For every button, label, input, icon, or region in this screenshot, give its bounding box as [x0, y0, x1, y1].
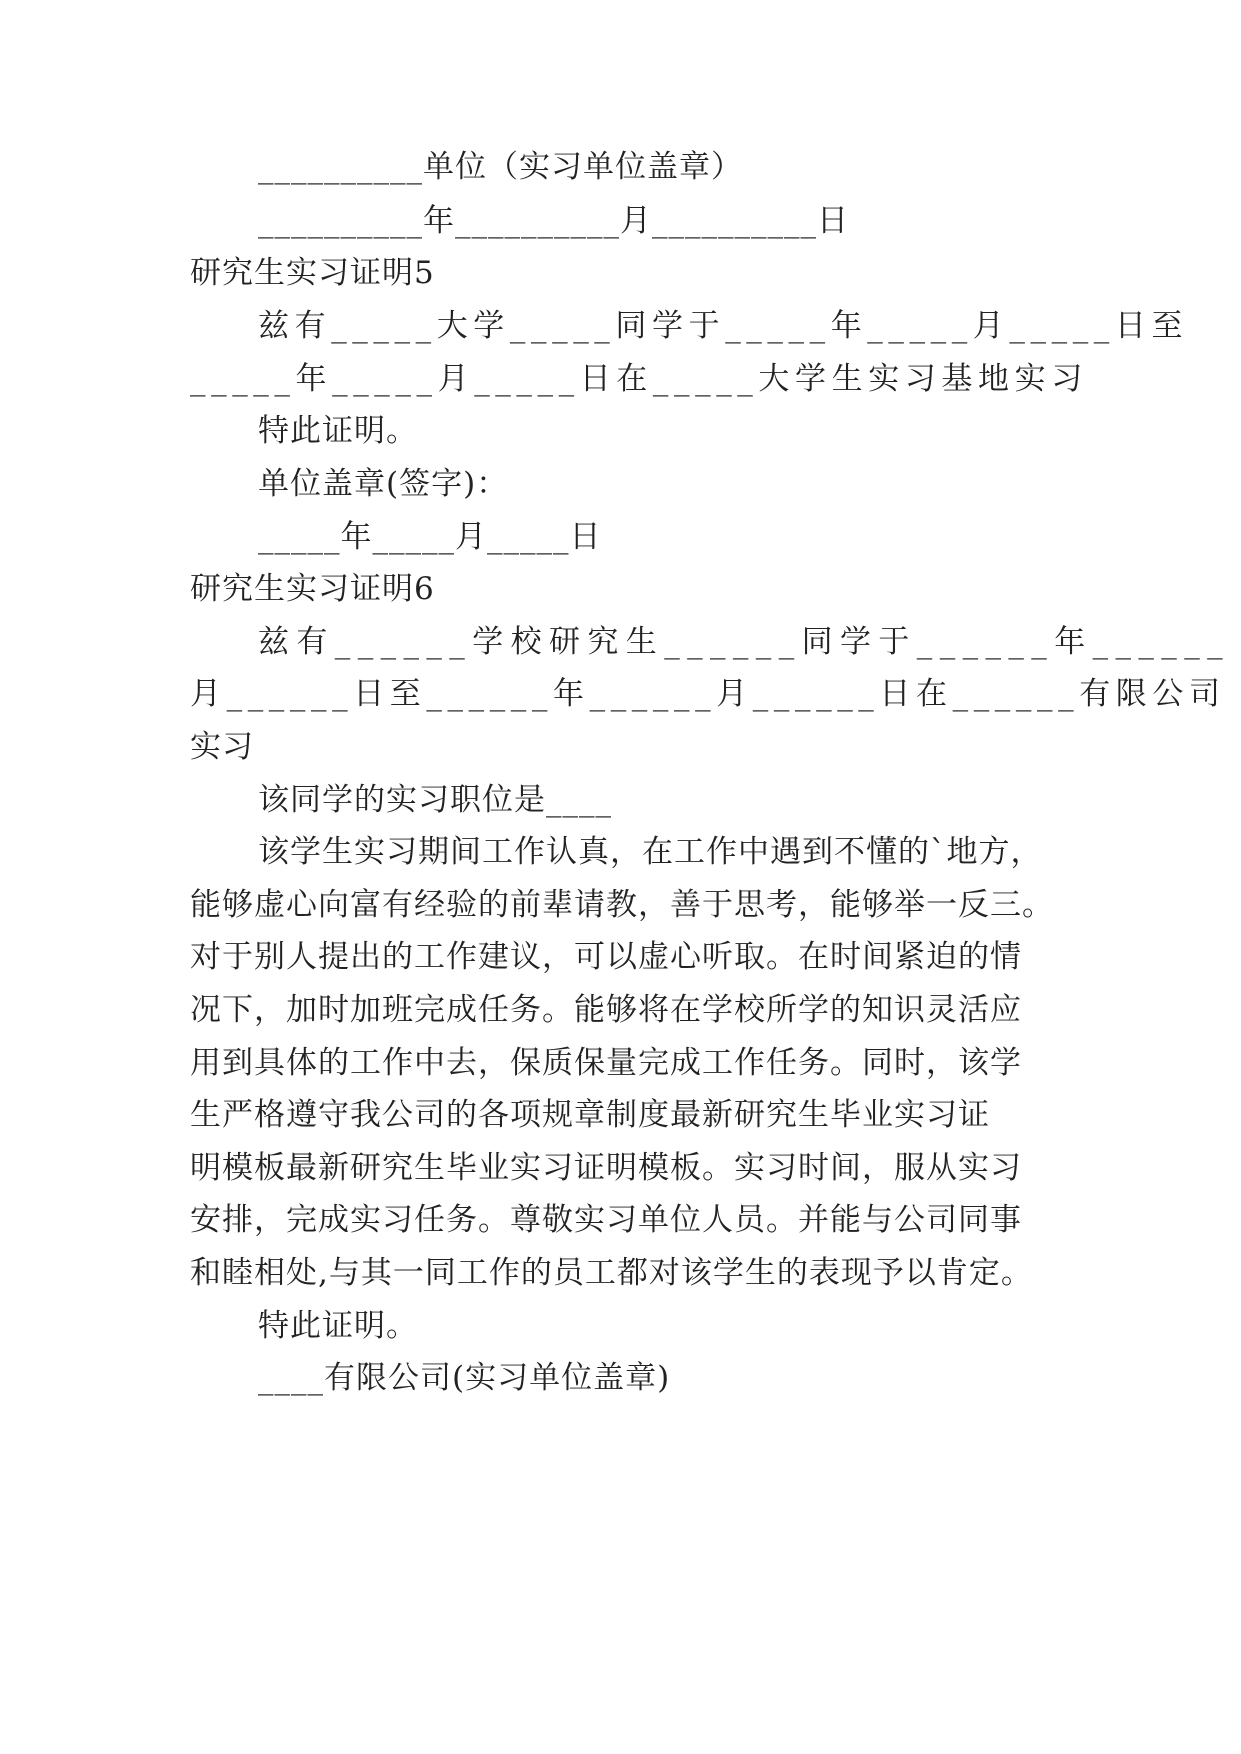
paragraph-line: 和睦相处,与其一同工作的员工都对该学生的表现予以肯定。	[190, 1255, 1033, 1291]
paragraph-line: _____年_____月_____日在_____大学生实习基地实习	[190, 361, 1088, 397]
paragraph-line: 实习	[190, 729, 254, 765]
section-title-6: 研究生实习证明6	[190, 571, 435, 607]
paragraph-line: 生严格遵守我公司的各项规章制度最新研究生毕业实习证	[190, 1097, 990, 1133]
section-title-5: 研究生实习证明5	[190, 255, 435, 291]
company-stamp-line: ____有限公司(实习单位盖章)	[258, 1360, 671, 1396]
paragraph-line: 月______日至______年______月______日在______有限公司	[190, 676, 1226, 712]
paragraph-line: 对于别人提出的工作建议，可以虚心听取。在时间紧迫的情	[190, 939, 1022, 975]
paragraph-line: 兹有______学校研究生______同学于______年______	[258, 624, 1230, 660]
date-line: __________年__________月__________日	[258, 203, 849, 239]
paragraph-line: 该学生实习期间工作认真，在工作中遇到不懂的`地方，	[258, 834, 1043, 870]
certification-line: 特此证明。	[258, 1308, 418, 1344]
date-line: _____年_____月_____日	[258, 519, 602, 555]
paragraph-line: 能够虚心向富有经验的前辈请教，善于思考，能够举一反三。	[190, 887, 1054, 923]
signature-line: 单位盖章(签字)：	[258, 466, 509, 502]
paragraph-line: 用到具体的工作中去，保质保量完成工作任务。同时，该学	[190, 1045, 1022, 1081]
certification-line: 特此证明。	[258, 413, 418, 449]
paragraph-line: 况下，加时加班完成任务。能够将在学校所学的知识灵活应	[190, 992, 1022, 1028]
position-line: 该同学的实习职位是____	[258, 782, 612, 818]
paragraph-line: 安排，完成实习任务。尊敬实习单位人员。并能与公司同事	[190, 1202, 1022, 1238]
paragraph-line: 明模板最新研究生毕业实习证明模板。实习时间，服从实习	[190, 1150, 1022, 1186]
paragraph-line: 兹有_____大学_____同学于_____年_____月_____日至	[258, 308, 1189, 344]
unit-stamp-line: __________单位（实习单位盖章）	[258, 149, 743, 185]
